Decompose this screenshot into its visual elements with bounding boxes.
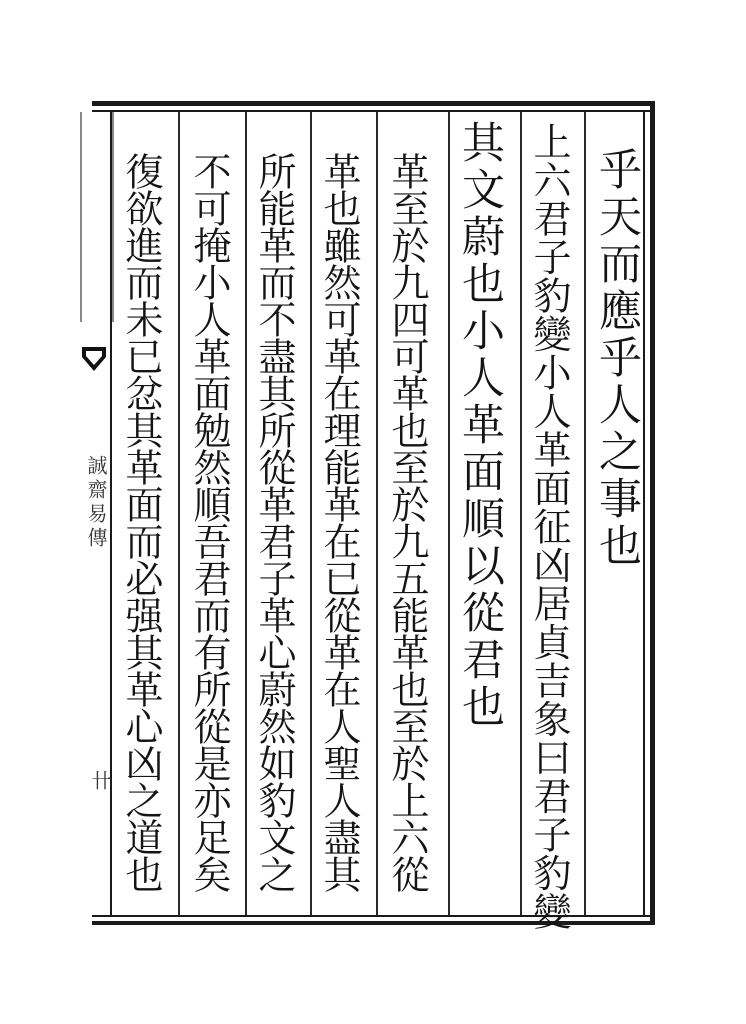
frame-top-border bbox=[92, 101, 654, 106]
spine-ghost-strip bbox=[80, 112, 114, 322]
column-separator bbox=[448, 112, 450, 915]
frame-right-inner-border bbox=[643, 110, 645, 917]
text-column-4: 革至於九四可革也至於九五能革也至於上六從 bbox=[385, 152, 429, 892]
column-separator bbox=[584, 112, 586, 915]
column-separator bbox=[178, 112, 180, 915]
text-column-2: 上六君子豹變小人革面征凶居貞吉象曰君子豹變 bbox=[527, 122, 571, 931]
column-separator bbox=[520, 112, 522, 915]
margin-book-title: 誠齋易傳 bbox=[84, 455, 108, 551]
margin-page-number: 卄 bbox=[88, 770, 112, 790]
text-column-8: 復欲進而未已忿其革面而必强其革心凶之道也 bbox=[119, 152, 163, 892]
fish-tail-icon bbox=[80, 345, 108, 373]
frame-top-inner-border bbox=[92, 110, 654, 112]
text-column-6: 所能革而不盡其所從革君子革心蔚然如豹文之 bbox=[252, 152, 296, 892]
frame-right-border bbox=[650, 101, 655, 925]
column-separator bbox=[245, 112, 247, 915]
text-column-1: 乎天而應乎人之事也 bbox=[592, 147, 642, 570]
text-column-5: 革也雖然可革在理能革在已從革在人聖人盡其 bbox=[317, 152, 361, 892]
column-separator bbox=[310, 112, 312, 915]
column-separator bbox=[376, 112, 378, 915]
text-column-7: 不可掩小人革面勉然順吾君而有所從是亦足矣 bbox=[187, 152, 231, 892]
text-column-3: 其文蔚也小人革面順以從君也 bbox=[455, 120, 505, 731]
